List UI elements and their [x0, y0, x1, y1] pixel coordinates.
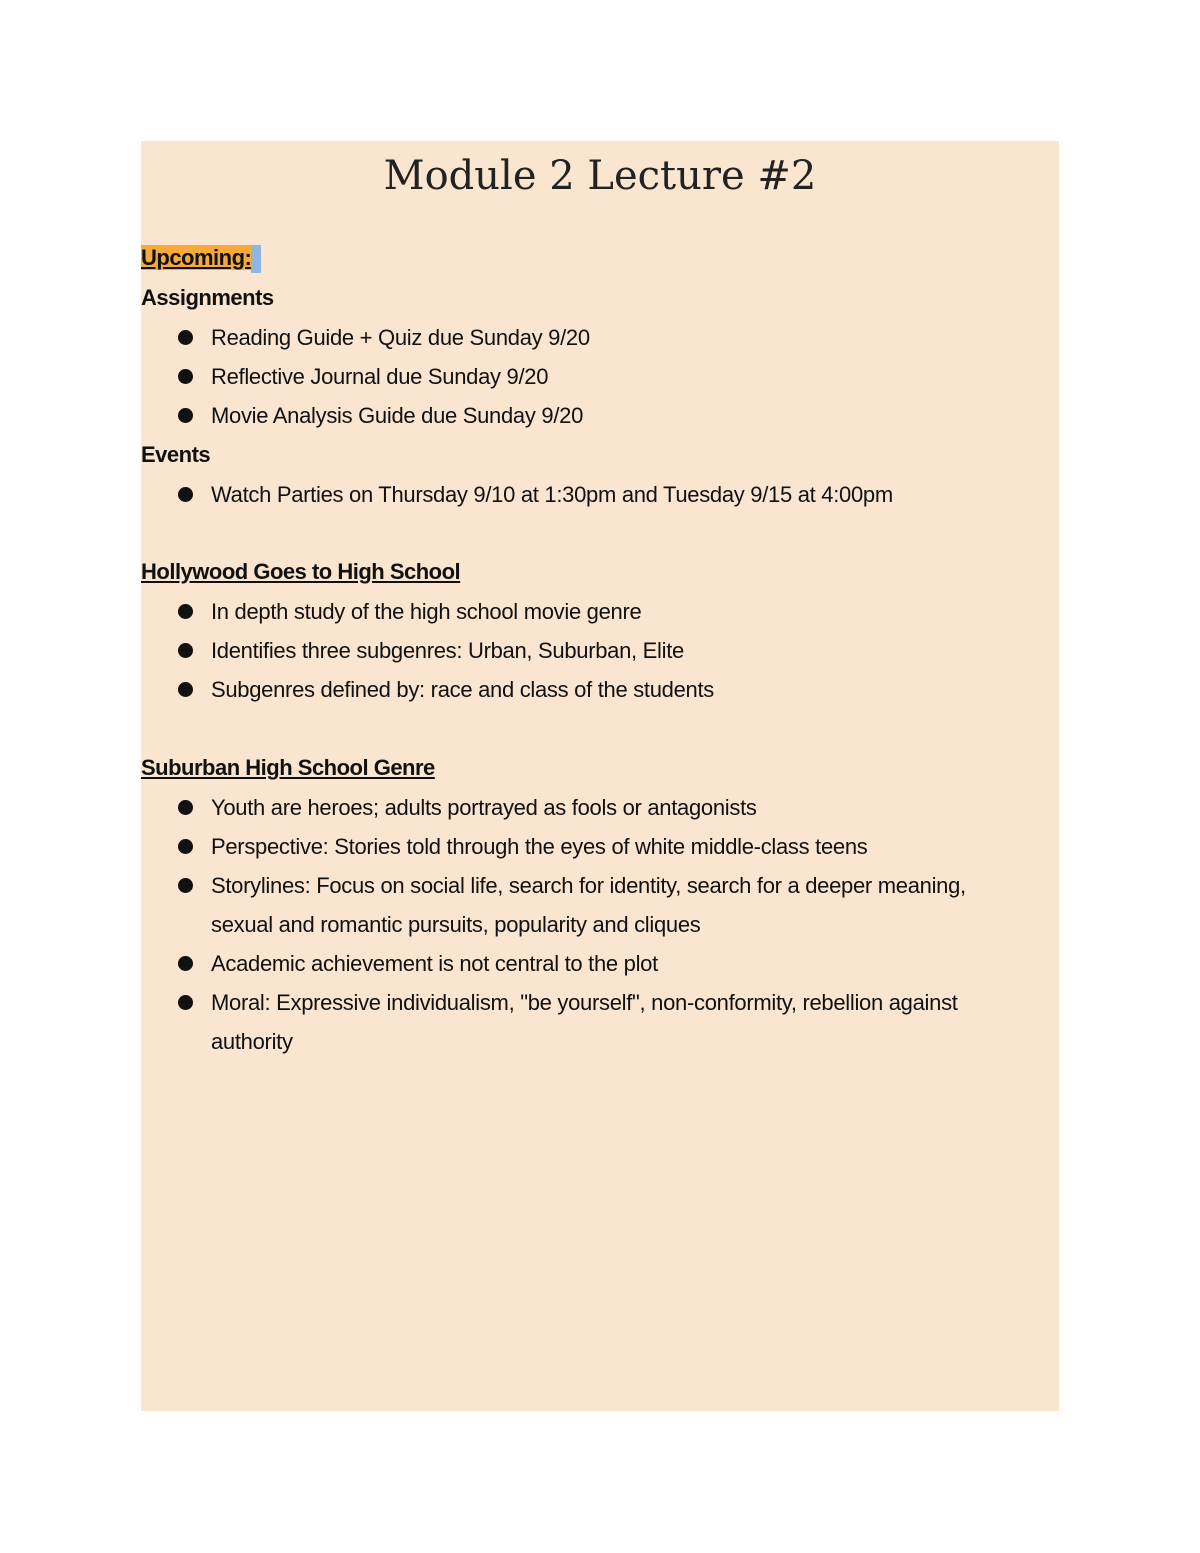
list-item	[141, 788, 1041, 827]
bullet-icon	[178, 408, 193, 423]
bullet-icon	[178, 800, 193, 815]
bullet-icon	[178, 604, 193, 619]
bullet-icon	[178, 956, 193, 971]
bullet-icon	[178, 839, 193, 854]
list-item	[141, 631, 1041, 670]
upcoming-section	[141, 238, 1041, 514]
assignments-list	[141, 318, 1041, 435]
list-item	[141, 827, 1041, 866]
list-item	[141, 670, 1041, 709]
bullet-icon	[178, 369, 193, 384]
assignments-heading: Assignments	[141, 285, 274, 310]
list-item	[141, 475, 1041, 514]
upcoming-label: Upcoming:	[141, 245, 252, 270]
list-item-text: Moral: Expressive individualism, "be yourself", non-conformity, rebellion against authority	[211, 990, 958, 1054]
hollywood-section	[141, 552, 1041, 709]
list-item-text: Subgenres defined by: race and class of the students	[211, 677, 714, 702]
list-item-text: Movie Analysis Guide due Sunday 9/20	[211, 403, 583, 428]
list-item-text: Reflective Journal due Sunday 9/20	[211, 364, 549, 389]
list-item	[141, 866, 1041, 944]
list-item-text: Watch Parties on Thursday 9/10 at 1:30pm and Tuesday 9/15 at 4:00pm	[211, 482, 893, 507]
upcoming-heading	[141, 238, 1041, 278]
list-item	[141, 944, 1041, 983]
list-item	[141, 983, 1041, 1061]
list-item	[141, 592, 1041, 631]
events-list	[141, 475, 1041, 514]
page-title: Module 2 Lecture #2	[383, 153, 817, 199]
hollywood-heading: Hollywood Goes to High School	[141, 559, 461, 584]
bullet-icon	[178, 682, 193, 697]
bullet-icon	[178, 330, 193, 345]
bullet-icon	[178, 487, 193, 502]
suburban-heading: Suburban High School Genre	[141, 755, 435, 780]
suburban-section	[141, 748, 1041, 1061]
list-item-text: Academic achievement is not central to the plot	[211, 951, 658, 976]
list-item	[141, 396, 1041, 435]
text-cursor-highlight	[251, 245, 261, 273]
list-item-text: Reading Guide + Quiz due Sunday 9/20	[211, 325, 590, 350]
bullet-icon	[178, 643, 193, 658]
list-item-text: Identifies three subgenres: Urban, Suburban, Elite	[211, 638, 684, 663]
list-item	[141, 357, 1041, 396]
events-heading: Events	[141, 442, 211, 467]
list-item-text: Perspective: Stories told through the eyes of white middle-class teens	[211, 834, 868, 859]
hollywood-list	[141, 592, 1041, 709]
list-item-text: Youth are heroes; adults portrayed as fools or antagonists	[211, 795, 757, 820]
bullet-icon	[178, 995, 193, 1010]
list-item-text: In depth study of the high school movie genre	[211, 599, 642, 624]
suburban-list	[141, 788, 1041, 1061]
bullet-icon	[178, 878, 193, 893]
list-item	[141, 318, 1041, 357]
list-item-text: Storylines: Focus on social life, search for identity, search for a deeper meaning, sexual and romantic pursuits, popularity and cliques	[211, 873, 966, 937]
